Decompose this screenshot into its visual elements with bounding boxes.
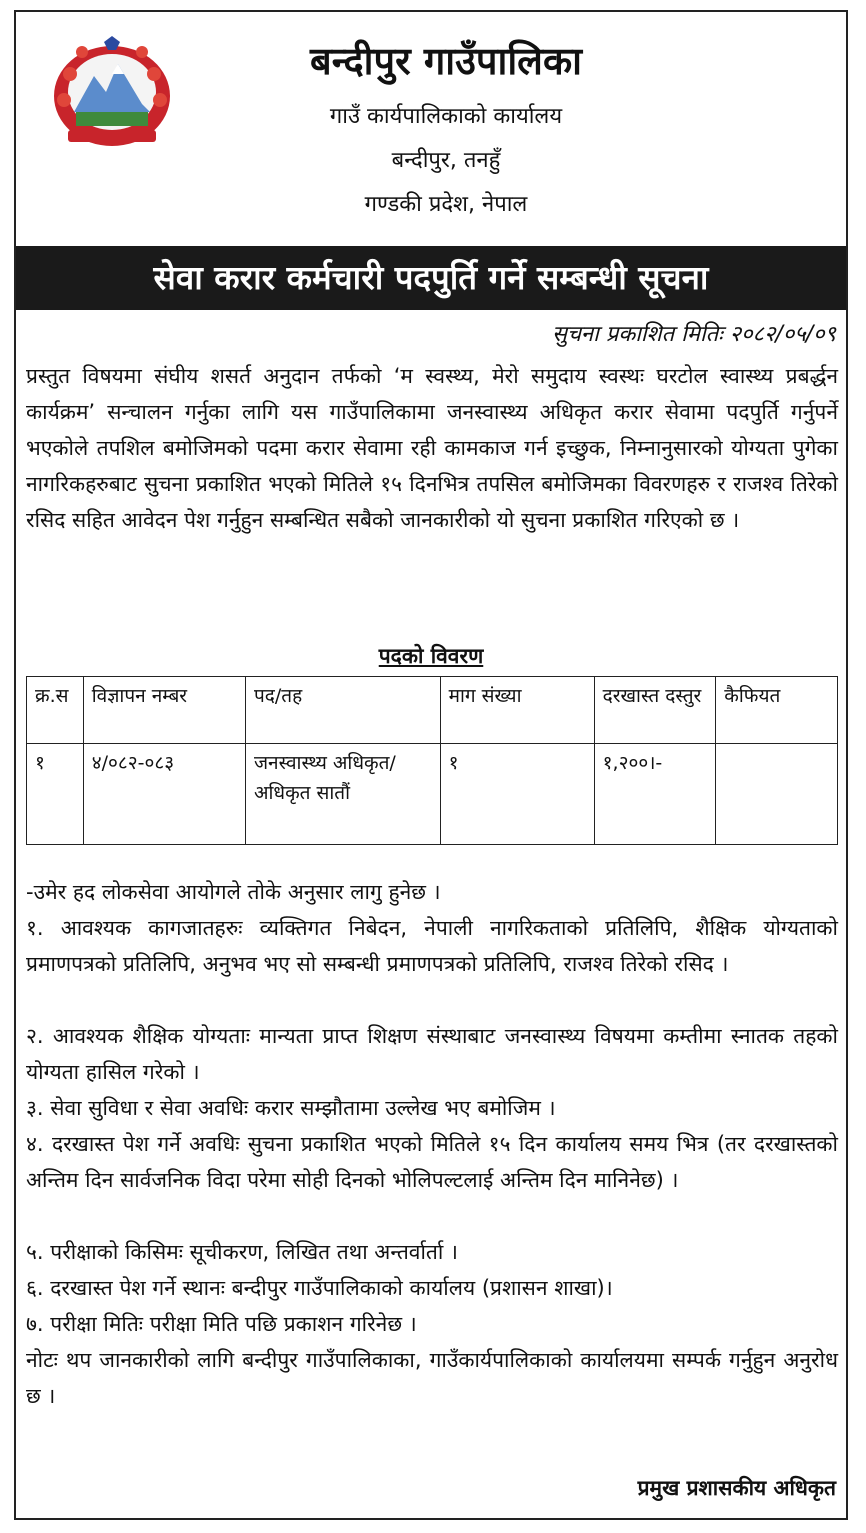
education-qualification-point: २. आवश्यक शैक्षिक योग्यताः मान्यता प्राप्त शिक्षण संस्थाबाट जनस्वास्थ्य विषयमा कम्तीमा स्नातक तहको योग्यता हासिल गरेको ।: [26, 1024, 838, 1084]
notice-title: सेवा करार कर्मचारी पदपुर्ति गर्ने सम्बन्धी सूचना: [16, 246, 846, 310]
note-point: नोटः थप जानकारीको लागि बन्दीपुर गाउँपालिकाका, गाउँकार्यपालिकाको कार्यालयमा सम्पर्क गर्नुहुन अनुरोध छ ।: [26, 1348, 838, 1408]
column-header: विज्ञापन नम्बर: [83, 677, 245, 744]
office-province: गण्डकी प्रदेश, नेपाल: [364, 192, 528, 217]
post-details-table: [26, 676, 838, 845]
table-cell: जनस्वास्थ्य अधिकृत/अधिकृत सातौं: [245, 744, 440, 845]
table-cell: [716, 744, 838, 845]
office-name: गाउँ कार्यपालिकाको कार्यालय: [329, 104, 563, 129]
age-limit-point: -उमेर हद लोकसेवा आयोगले तोके अनुसार लागु हुनेछ ।: [26, 880, 441, 904]
table-cell: १: [440, 744, 594, 845]
table-title: पदको विवरण: [378, 644, 484, 668]
notice-frame: [14, 10, 848, 1520]
exam-type-point: ५. परीक्षाको किसिमः सूचीकरण, लिखित तथा अन्तर्वार्ता ।: [26, 1240, 458, 1264]
table-cell: १,२००।-: [594, 744, 716, 845]
column-header: माग संख्या: [440, 677, 594, 744]
intro-paragraph: प्रस्तुत विषयमा संघीय शसर्त अनुदान तर्फको ‘म स्वस्थ्य, मेरो समुदाय स्वस्थः घरटोल स्वास्थ्य प्रबर्द्धन कार्यक्रम’ सन्चालन गर्नुका लागि यस गाउँपालिकामा जनस्वास्थ्य अधिकृत करार सेवामा पदपुर्ति गर्नुपर्ने भएकोले तपशिल बमोजिमको पदमा करार सेवामा रही कामकाज गर्न इच्छुक, निम्नानुसारको योग्यता पुगेका नागरिकहरुबाट सुचना प्रकाशित भएको मितिले १५ दिनभित्र तपसिल बमोजिमका विवरणहरु र राजश्व तिरेको रसिद सहित आवेदन पेश गर्नुहुन सम्बन्धित सबैको जानकारीको यो सुचना प्रकाशित गरिएको छ ।: [26, 364, 838, 532]
exam-date-point: ७. परीक्षा मितिः परीक्षा मिति पछि प्रकाशन गरिनेछ ।: [26, 1312, 417, 1336]
column-header: पद/तह: [245, 677, 440, 744]
service-facility-point: ३. सेवा सुविधा र सेवा अवधिः करार सम्झौतामा उल्लेख भए बमोजिम ।: [26, 1096, 556, 1120]
table-header-row: [27, 677, 838, 744]
column-header: कैफियत: [716, 677, 838, 744]
signature-title: प्रमुख प्रशासकीय अधिकृत: [637, 1476, 836, 1500]
application-place-point: ६. दरखास्त पेश गर्ने स्थानः बन्दीपुर गाउँपालिकाको कार्यालय (प्रशासन शाखा)।: [26, 1276, 613, 1300]
header: [16, 12, 846, 244]
column-header: क्र.स: [27, 677, 84, 744]
office-location: बन्दीपुर, तनहुँ: [391, 148, 501, 173]
required-documents-point: १. आवश्यक कागजातहरुः व्यक्तिगत निबेदन, नेपाली नागरिकताको प्रतिलिपि, शैक्षिक योग्यताको प्रमाणपत्रको प्रतिलिपि, अनुभव भए सो सम्बन्धी प्रमाणपत्रको प्रतिलिपि, राजश्व तिरेको रसिद ।: [26, 916, 838, 976]
table-cell: ४/०८२-०८३: [83, 744, 245, 845]
organization-name: बन्दीपुर गाउँपालिका: [310, 39, 582, 83]
table-row: [27, 744, 838, 845]
table-cell: १: [27, 744, 84, 845]
column-header: दरखास्त दस्तुर: [594, 677, 716, 744]
published-date: सुचना प्रकाशित मितिः २०८२/०५/०९: [552, 322, 836, 347]
application-period-point: ४. दरखास्त पेश गर्ने अवधिः सुचना प्रकाशित भएको मितिले १५ दिन कार्यालय समय भित्र (तर दरखास्तको अन्तिम दिन सार्वजनिक विदा परेमा सोही दिनको भोलिपल्टलाई अन्तिम दिन मानिनेछ) ।: [26, 1132, 838, 1192]
